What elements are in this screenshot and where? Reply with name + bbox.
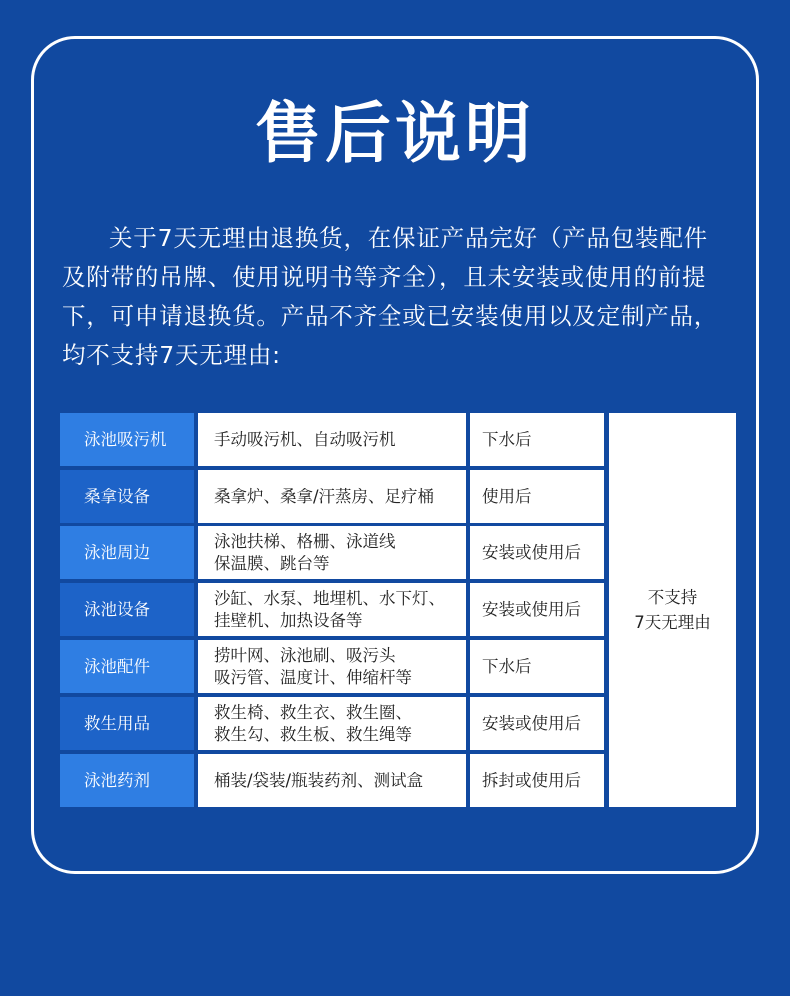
condition-cell: 下水后 — [470, 413, 604, 466]
condition-cell: 安装或使用后 — [470, 697, 604, 750]
category-cell: 泳池药剂 — [60, 754, 194, 807]
items-line: 挂壁机、加热设备等 — [214, 610, 363, 630]
condition-cell: 拆封或使用后 — [470, 754, 604, 807]
condition-cell: 安装或使用后 — [470, 526, 604, 579]
table-row — [60, 470, 605, 523]
items-cell — [198, 413, 466, 466]
table-row — [60, 413, 605, 466]
table-row — [60, 754, 605, 807]
policy-line: 不支持 — [647, 588, 698, 607]
items-line: 手动吸污机、自动吸污机 — [214, 429, 396, 449]
items-line: 救生勾、救生板、救生绳等 — [214, 724, 412, 744]
items-line: 泳池扶梯、格栅、泳道线 — [214, 531, 396, 551]
category-cell: 泳池周边 — [60, 526, 194, 579]
items-line: 桑拿炉、桑拿/汗蒸房、足疗桶 — [214, 486, 435, 506]
table-row — [60, 526, 605, 579]
intro-paragraph: 关于7天无理由退换货，在保证产品完好（产品包装配件及附带的吊牌、使用说明书等齐全），且未安装或使用的前提下，可申请退换货。产品不齐全或已安装使用以及定制产品，均不支持7天无理由: — [62, 224, 719, 369]
items-cell — [198, 470, 466, 523]
items-line: 救生椅、救生衣、救生圈、 — [214, 702, 412, 722]
condition-cell: 安装或使用后 — [470, 583, 604, 636]
table-row — [60, 583, 605, 636]
page-title: 售后说明 — [255, 95, 535, 172]
items-cell — [198, 640, 466, 693]
items-line: 保温膜、跳台等 — [214, 553, 330, 573]
category-cell: 救生用品 — [60, 697, 194, 750]
policy-line: 7天无理由 — [634, 613, 711, 632]
items-line: 桶装/袋装/瓶装药剂、测试盒 — [214, 770, 424, 790]
table-row — [60, 640, 605, 693]
category-cell: 泳池配件 — [60, 640, 194, 693]
policy-cell — [609, 413, 736, 807]
items-line: 吸污管、温度计、伸缩杆等 — [214, 667, 412, 687]
condition-cell: 使用后 — [470, 470, 604, 523]
items-cell — [198, 583, 466, 636]
table-row — [60, 697, 605, 750]
items-cell — [198, 526, 466, 579]
condition-cell: 下水后 — [470, 640, 604, 693]
items-line: 沙缸、水泵、地埋机、水下灯、 — [214, 588, 445, 608]
category-cell: 桑拿设备 — [60, 470, 194, 523]
category-cell: 泳池吸污机 — [60, 413, 194, 466]
after-sales-table — [60, 413, 736, 807]
items-line: 捞叶网、泳池刷、吸污头 — [214, 645, 396, 665]
items-cell — [198, 754, 466, 807]
items-cell — [198, 697, 466, 750]
category-cell: 泳池设备 — [60, 583, 194, 636]
